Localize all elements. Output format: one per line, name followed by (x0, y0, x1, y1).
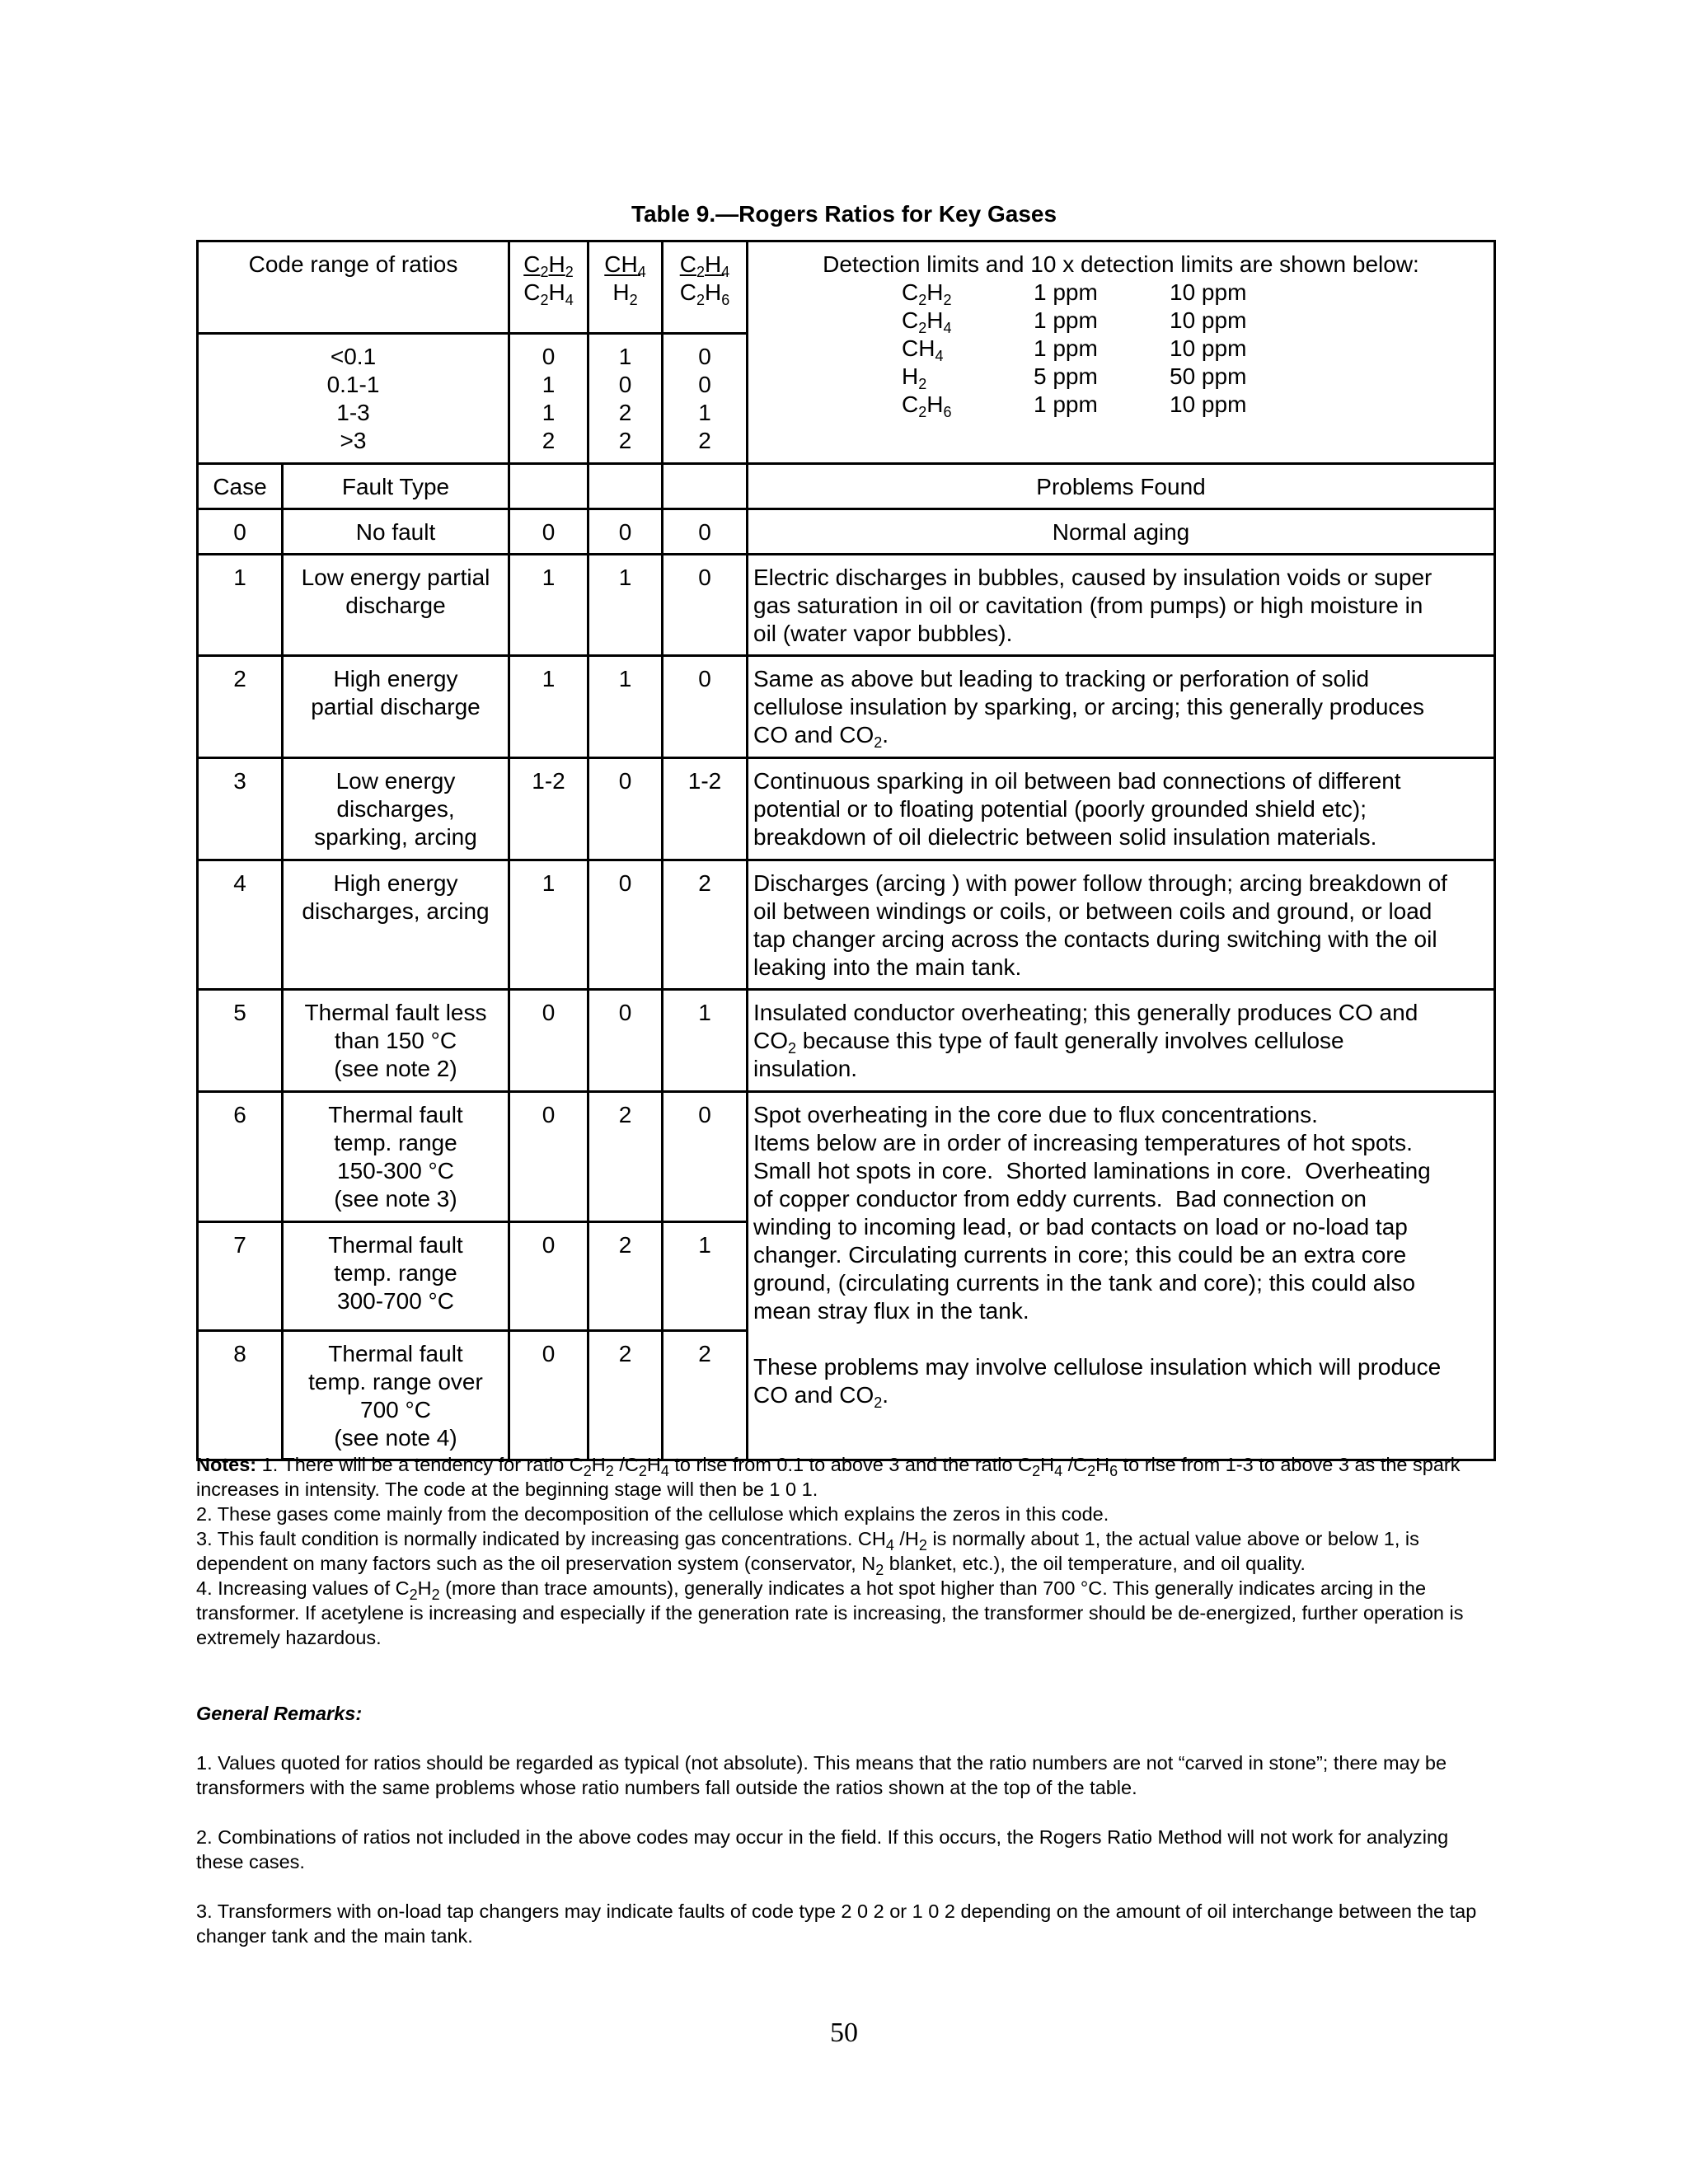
detection-gas: $C_2H_6$ (902, 391, 952, 420)
problem-found: Same as above but leading to tracking or perforation of solid cellulose insulation by sparking, or arcing; this generally produces CO and $CO_2$. (748, 656, 1495, 758)
note-3: 3. This fault condition is normally indicated by increasing gas concentrations. $CH_4$ $/H_2$ is normally about 1, the actual value above or below 1, is dependent on many factors such as the oil preservation system (conservator, $N_2$ blanket, etc.), the oil temperature, and oil quality. (196, 1528, 1419, 1578)
table-row (198, 990, 1495, 1092)
fault-type-header: Fault Type (283, 464, 509, 509)
ratio-header-c2h4-c2h6: $\frac{C_2H_4}{C_2H_6}$ (663, 241, 748, 334)
table-row (198, 758, 1495, 860)
detection-limit-10x: 10 ppm (1170, 279, 1247, 305)
detection-limit: 1 ppm (1034, 279, 1098, 305)
rogers-ratio-table (196, 240, 1496, 1461)
code-3: 0 (663, 656, 748, 758)
case-number: 4 (198, 860, 283, 990)
code-1: 1 (509, 860, 588, 990)
code-3: 0 (663, 509, 748, 555)
problem-found: Discharges (arcing ) with power follow through; arcing breakdown of oil between windings or coils, or between coils and ground, or load tap changer arcing across the contacts during switching with the oil leaking into the main tank. (748, 860, 1495, 990)
empty-cell (663, 464, 748, 509)
detection-gas: $CH_4$ (902, 335, 944, 364)
detection-limit: 5 ppm (1034, 363, 1098, 389)
code-1: 1-2 (509, 758, 588, 860)
case-header: Case (198, 464, 283, 509)
detection-limit: 1 ppm (1034, 391, 1098, 417)
detection-limit: 1 ppm (1034, 307, 1098, 333)
detection-limit-10x: 10 ppm (1170, 391, 1247, 417)
fault-type: Thermal fault temp. range over 700 °C (see note 4) (283, 1331, 509, 1460)
ratio-header-ch4-h2: $\frac{CH_4}{H_2}$ (588, 241, 663, 334)
fault-type: High energy partial discharge (283, 656, 509, 758)
code-1: 0 (509, 990, 588, 1092)
code-3: 2 (663, 860, 748, 990)
note-2: 2. These gases come mainly from the decomposition of the cellulose which explains the zeros in this code. (196, 1503, 1109, 1525)
code-2: 0 (588, 990, 663, 1092)
case-number: 2 (198, 656, 283, 758)
fault-type: Low energy discharges, sparking, arcing (283, 758, 509, 860)
fault-type: Thermal fault temp. range 150-300 °C (see note 3) (283, 1092, 509, 1222)
code-1: 0 (509, 1222, 588, 1331)
detection-limit-10x: 10 ppm (1170, 307, 1247, 333)
code-1: 0 (509, 1092, 588, 1222)
codes-ratio-1: 0 1 1 2 (509, 334, 588, 464)
shared-problem-found: Spot overheating in the core due to flux concentrations. Items below are in order of increasing temperatures of hot spots. Small hot spots in core. Shorted laminations in core. Overheating of copper conductor from eddy currents. Bad connection on winding to incoming lead, or bad contacts on load or no-load tap changer. Circulating currents in core; this could be an extra core ground, (circulating currents in the tank and core); this could also mean stray flux in the tank. These problems may involve cellulose insulation which will produce CO and $CO_2$. (748, 1092, 1495, 1460)
code-2: 0 (588, 509, 663, 555)
fault-type: Low energy partial discharge (283, 555, 509, 656)
code-2: 2 (588, 1331, 663, 1460)
detection-gas: $C_2H_4$ (902, 307, 952, 336)
case-number: 6 (198, 1092, 283, 1222)
code-3: 2 (663, 1331, 748, 1460)
code-2: 0 (588, 758, 663, 860)
case-number: 5 (198, 990, 283, 1092)
general-remarks-section (196, 1701, 1498, 1973)
codes-ratio-3: 0 0 1 2 (663, 334, 748, 464)
fault-type: High energy discharges, arcing (283, 860, 509, 990)
note-4: 4. Increasing values of $C_2H_2$ (more than trace amounts), generally indicates a hot spot higher than 700 °C. This generally indicates arcing in the transformer. If acetylene is increasing and especially if the generation rate is increasing, the transformer should be de-energized, further operation is extremely hazardous. (196, 1577, 1464, 1648)
table-row (198, 555, 1495, 656)
notes-section (196, 1452, 1498, 1650)
remark-item: 1. Values quoted for ratios should be regarded as typical (not absolute). This means that the ratio numbers are not “carved in stone”; there may be transformers with the same problems whose ratio numbers fall outside the ratios shown at the top of the table. (196, 1752, 1447, 1798)
case-number: 1 (198, 555, 283, 656)
empty-cell (509, 464, 588, 509)
fault-type: No fault (283, 509, 509, 555)
remark-item: 2. Combinations of ratios not included in the above codes may occur in the field. If this occurs, the Rogers Ratio Method will not work for analyzing these cases. (196, 1826, 1449, 1872)
problems-found-header: Problems Found (748, 464, 1495, 509)
empty-cell (588, 464, 663, 509)
detection-gas: $C_2H_2$ (902, 279, 952, 308)
code-1: 0 (509, 1331, 588, 1460)
code-3: 0 (663, 1092, 748, 1222)
case-number: 3 (198, 758, 283, 860)
remark-item: 3. Transformers with on-load tap changers may indicate faults of code type 2 0 2 or 1 0 2 depending on the amount of oil interchange between the tap changer tank and the main tank. (196, 1900, 1477, 1947)
detection-limit-10x: 10 ppm (1170, 335, 1247, 361)
detection-limit: 1 ppm (1034, 335, 1098, 361)
case-number: 0 (198, 509, 283, 555)
code-2: 2 (588, 1092, 663, 1222)
code-3: 1-2 (663, 758, 748, 860)
code-1: 0 (509, 509, 588, 555)
code-2: 0 (588, 860, 663, 990)
detection-limit-10x: 50 ppm (1170, 363, 1247, 389)
table-row (198, 860, 1495, 990)
code-range-header: Code range of ratios (198, 241, 509, 334)
problem-found: Insulated conductor overheating; this generally produces CO and $CO_2$ because this type of fault generally involves cellulose insulation. (748, 990, 1495, 1092)
ratio-header-c2h2-c2h4: $\frac{C_2H_2}{C_2H_4}$ (509, 241, 588, 334)
ratio-ranges: <0.1 0.1-1 1-3 >3 (198, 334, 509, 464)
detection-limits-cell (748, 241, 1495, 464)
table-row (198, 656, 1495, 758)
detection-gas: $H_2$ (902, 363, 927, 392)
codes-ratio-2: 1 0 2 2 (588, 334, 663, 464)
code-3: 1 (663, 990, 748, 1092)
detection-limits-grid (902, 279, 1489, 419)
problem-found: Electric discharges in bubbles, caused by insulation voids or super gas saturation in oil or cavitation (from pumps) or high moisture in oil (water vapor bubbles). (748, 555, 1495, 656)
table-row (198, 1092, 1495, 1222)
case-number: 8 (198, 1331, 283, 1460)
table-row (198, 509, 1495, 555)
detection-limits-heading: Detection limits and 10 x detection limits are shown below: (823, 251, 1419, 277)
code-2: 1 (588, 555, 663, 656)
code-3: 1 (663, 1222, 748, 1331)
page-number: 50 (830, 2018, 858, 2048)
note-1: Notes: 1. There will be a tendency for ratio $C_2H_2$ $/C_2H_4$ to rise from 0.1 to above 3 and the ratio $C_2H_4$ $/C_2H_6$ to rise from 1-3 to above 3 as the spark increases in intensity. The code at the beginning stage will then be 1 0 1. (196, 1454, 1461, 1500)
code-1: 1 (509, 656, 588, 758)
problem-found: Normal aging (748, 509, 1495, 555)
case-number: 7 (198, 1222, 283, 1331)
general-remarks-heading: General Remarks: (196, 1703, 363, 1724)
fault-type: Thermal fault less than 150 °C (see note 2) (283, 990, 509, 1092)
code-1: 1 (509, 555, 588, 656)
fault-type: Thermal fault temp. range 300-700 °C (283, 1222, 509, 1331)
notes-label: Notes: (196, 1454, 257, 1475)
code-2: 2 (588, 1222, 663, 1331)
table-title: Table 9.—Rogers Ratios for Key Gases (631, 201, 1057, 227)
problem-found: Continuous sparking in oil between bad connections of different potential or to floating potential (poorly grounded shield etc); breakdown of oil dielectric between solid insulation materials. (748, 758, 1495, 860)
code-2: 1 (588, 656, 663, 758)
code-3: 0 (663, 555, 748, 656)
